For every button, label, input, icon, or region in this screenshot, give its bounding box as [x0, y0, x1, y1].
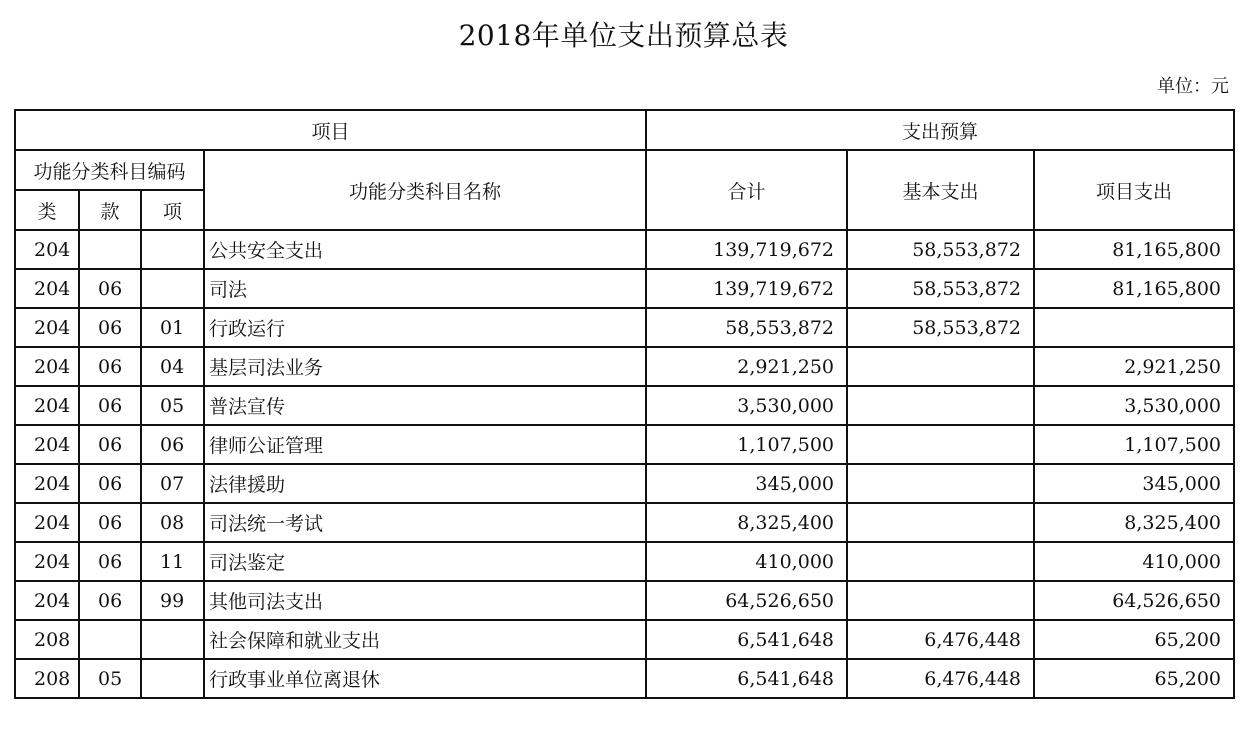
table-row [15, 659, 1234, 698]
cell-section [79, 620, 141, 659]
cell-basic [847, 386, 1034, 425]
table-row [15, 503, 1234, 542]
cell-project: 2,921,250 [1034, 347, 1234, 386]
cell-entry [141, 269, 204, 308]
cell-class: 208 [15, 620, 79, 659]
cell-entry [141, 230, 204, 269]
cell-total: 64,526,650 [646, 581, 847, 620]
cell-basic [847, 581, 1034, 620]
cell-project: 3,530,000 [1034, 386, 1234, 425]
cell-total: 139,719,672 [646, 269, 847, 308]
cell-project: 81,165,800 [1034, 230, 1234, 269]
cell-basic [847, 503, 1034, 542]
cell-class: 204 [15, 386, 79, 425]
cell-basic [847, 347, 1034, 386]
cell-project: 65,200 [1034, 659, 1234, 698]
cell-name: 律师公证管理 [204, 425, 646, 464]
header-class: 类 [15, 190, 79, 230]
cell-entry: 11 [141, 542, 204, 581]
header-row-2 [15, 150, 1234, 190]
cell-total: 8,325,400 [646, 503, 847, 542]
cell-name: 司法统一考试 [204, 503, 646, 542]
cell-total: 6,541,648 [646, 620, 847, 659]
cell-name: 司法鉴定 [204, 542, 646, 581]
table-row [15, 464, 1234, 503]
cell-section: 06 [79, 269, 141, 308]
cell-section: 06 [79, 425, 141, 464]
cell-entry [141, 620, 204, 659]
cell-entry: 05 [141, 386, 204, 425]
cell-entry: 01 [141, 308, 204, 347]
header-item: 项目 [15, 110, 646, 150]
cell-name: 普法宣传 [204, 386, 646, 425]
table-row [15, 386, 1234, 425]
cell-project: 81,165,800 [1034, 269, 1234, 308]
header-basic: 基本支出 [847, 150, 1034, 230]
cell-section: 06 [79, 503, 141, 542]
cell-name: 行政事业单位离退休 [204, 659, 646, 698]
cell-entry: 99 [141, 581, 204, 620]
cell-entry: 08 [141, 503, 204, 542]
table-row [15, 581, 1234, 620]
cell-basic [847, 425, 1034, 464]
table-row [15, 620, 1234, 659]
cell-name: 其他司法支出 [204, 581, 646, 620]
table-row [15, 269, 1234, 308]
cell-total: 58,553,872 [646, 308, 847, 347]
header-section: 款 [79, 190, 141, 230]
cell-entry: 04 [141, 347, 204, 386]
cell-section: 06 [79, 308, 141, 347]
budget-table [14, 109, 1235, 699]
cell-basic: 6,476,448 [847, 659, 1034, 698]
cell-section: 05 [79, 659, 141, 698]
header-name: 功能分类科目名称 [204, 150, 646, 230]
cell-section: 06 [79, 581, 141, 620]
cell-basic: 58,553,872 [847, 269, 1034, 308]
cell-name: 社会保障和就业支出 [204, 620, 646, 659]
cell-section: 06 [79, 386, 141, 425]
header-total: 合计 [646, 150, 847, 230]
cell-class: 204 [15, 581, 79, 620]
header-row-1 [15, 110, 1234, 150]
cell-name: 行政运行 [204, 308, 646, 347]
cell-total: 3,530,000 [646, 386, 847, 425]
table-row [15, 542, 1234, 581]
cell-class: 208 [15, 659, 79, 698]
cell-total: 1,107,500 [646, 425, 847, 464]
cell-name: 法律援助 [204, 464, 646, 503]
cell-section [79, 230, 141, 269]
cell-section: 06 [79, 542, 141, 581]
cell-class: 204 [15, 230, 79, 269]
table-row [15, 308, 1234, 347]
cell-basic: 58,553,872 [847, 308, 1034, 347]
cell-name: 司法 [204, 269, 646, 308]
cell-total: 139,719,672 [646, 230, 847, 269]
cell-total: 410,000 [646, 542, 847, 581]
cell-project: 410,000 [1034, 542, 1234, 581]
cell-project: 64,526,650 [1034, 581, 1234, 620]
cell-entry: 07 [141, 464, 204, 503]
cell-basic [847, 464, 1034, 503]
cell-class: 204 [15, 542, 79, 581]
page-title: 2018年单位支出预算总表 [458, 19, 789, 52]
cell-name: 公共安全支出 [204, 230, 646, 269]
cell-name: 基层司法业务 [204, 347, 646, 386]
cell-total: 345,000 [646, 464, 847, 503]
cell-class: 204 [15, 425, 79, 464]
cell-section: 06 [79, 347, 141, 386]
cell-project: 345,000 [1034, 464, 1234, 503]
cell-entry [141, 659, 204, 698]
cell-class: 204 [15, 347, 79, 386]
cell-total: 2,921,250 [646, 347, 847, 386]
cell-section: 06 [79, 464, 141, 503]
unit-label: 单位：元 [1157, 76, 1229, 97]
cell-project [1034, 308, 1234, 347]
cell-basic: 6,476,448 [847, 620, 1034, 659]
cell-class: 204 [15, 269, 79, 308]
cell-class: 204 [15, 464, 79, 503]
cell-total: 6,541,648 [646, 659, 847, 698]
cell-entry: 06 [141, 425, 204, 464]
header-project: 项目支出 [1034, 150, 1234, 230]
header-entry: 项 [141, 190, 204, 230]
cell-basic: 58,553,872 [847, 230, 1034, 269]
header-budget: 支出预算 [646, 110, 1234, 150]
cell-project: 1,107,500 [1034, 425, 1234, 464]
cell-project: 65,200 [1034, 620, 1234, 659]
cell-class: 204 [15, 503, 79, 542]
table-row [15, 347, 1234, 386]
table-row [15, 230, 1234, 269]
cell-basic [847, 542, 1034, 581]
cell-project: 8,325,400 [1034, 503, 1234, 542]
cell-class: 204 [15, 308, 79, 347]
header-code-group: 功能分类科目编码 [15, 150, 204, 190]
table-row [15, 425, 1234, 464]
